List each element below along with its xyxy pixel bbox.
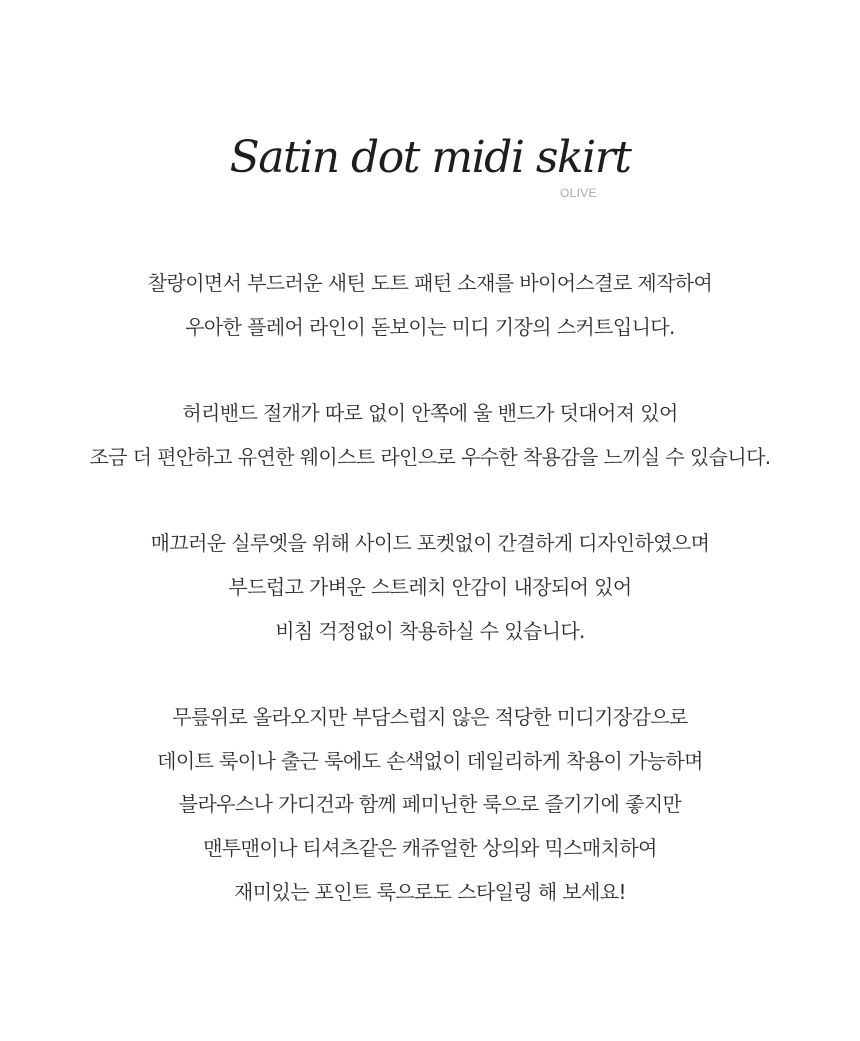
description-line: 매끄러운 실루엣을 위해 사이드 포켓없이 간결하게 디자인하였으며	[150, 531, 710, 556]
product-title-block	[0, 128, 860, 208]
description-line: 비침 걱정없이 착용하실 수 있습니다.	[275, 618, 585, 643]
description-line: 블라우스나 가디건과 함께 페미닌한 룩으로 즐기기에 좋지만	[178, 792, 682, 817]
description-paragraph	[0, 522, 860, 653]
description-line: 무릎위로 올라오지만 부담스럽지 않은 적당한 미디기장감으로	[172, 705, 688, 730]
description-line: 조금 더 편안하고 유연한 웨이스트 라인으로 우수한 착용감을 느끼실 수 있습니다.	[89, 444, 771, 469]
description-line: 우아한 플레어 라인이 돋보이는 미디 기장의 스커트입니다.	[185, 314, 675, 339]
description-line: 부드럽고 가벼운 스트레치 안감이 내장되어 있어	[228, 574, 632, 599]
description-paragraph	[0, 392, 860, 479]
description-line: 찰랑이면서 부드러운 새틴 도트 패턴 소재를 바이어스결로 제작하여	[147, 271, 713, 295]
description-paragraph	[0, 262, 860, 349]
description-paragraph	[0, 696, 860, 914]
product-description	[0, 262, 860, 957]
description-line: 재미있는 포인트 룩으로도 스타일링 해 보세요!	[234, 879, 626, 904]
product-title: Satin dot midi skirt	[229, 132, 631, 183]
product-color-label: OLIVE	[560, 186, 597, 200]
description-line: 데이트 룩이나 출근 룩에도 손색없이 데일리하게 착용이 가능하며	[157, 748, 703, 773]
description-line: 허리밴드 절개가 따로 없이 안쪽에 울 밴드가 덧대어져 있어	[182, 401, 678, 426]
description-line: 맨투맨이나 티셔츠같은 캐쥬얼한 상의와 믹스매치하여	[203, 835, 657, 860]
